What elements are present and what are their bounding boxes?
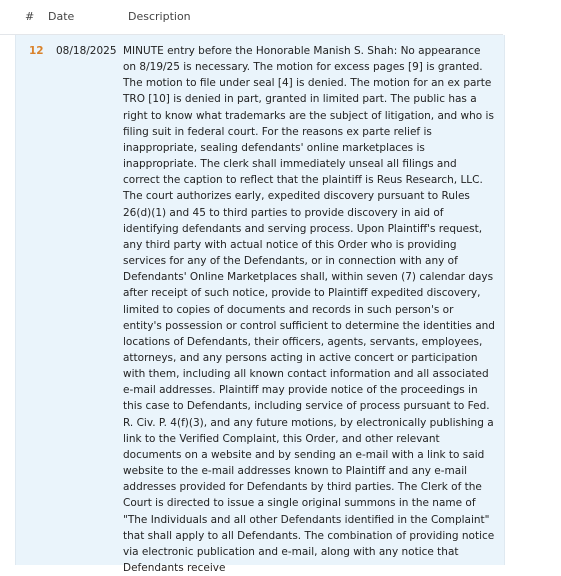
entry-date: 08/18/2025 — [56, 45, 117, 57]
column-header-description[interactable]: Description — [128, 10, 191, 23]
column-header-number[interactable]: # — [25, 10, 35, 23]
column-header-date[interactable]: Date — [48, 10, 75, 23]
table-header — [0, 0, 503, 35]
table-row — [15, 35, 505, 574]
entry-number: 12 — [29, 45, 44, 57]
entry-description: MINUTE entry before the Honorable Manish S. Shah: No appearance on 8/19/25 is necessary. The motion for excess pages [9] is granted. The motion to file under seal [4] is denied. The motion for an ex parte TRO [10] is denied in part, granted in limited part. The public has a right to know what trademarks are the subject of litigation, and who is filing suit in federal court. For the reasons ex parte relief is inappropriate, sealing defendants' online marketplaces is inappropriate. The clerk shall immediately unseal all filings and correct the caption to reflect that the plaintiff is Reus Research, LLC. The court authorizes early, expedited discovery pursuant to Rules 26(d)(1) and 45 to third parties to provide discovery in aid of identifying defendants and serving process. Upon Plaintiff's request, any third party with actual notice of this Order who is providing services for any of the Defendants, or in connection with any of Defendants' Online Marketplaces shall, within seven (7) calendar days after receipt of such notice, provide to Plaintiff expedited discovery, limited to copies of documents and records in such person's or entity's possession or control sufficient to determine the identities and locations of Defendants, their officers, agents, servants, employees, attorneys, and any persons acting in active concert or participation with them, including all known contact information and all associated e-mail addresses. Plaintiff may provide notice of the proceedings in this case to Defendants, including service of process pursuant to Fed. R. Civ. P. 4(f)(3), and any future motions, by electronically publishing a link to the Verified Complaint, this Order, and other relevant documents on a website and by sending an e-mail with a link to said website to the e-mail addresses known to Plaintiff and any e-mail addresses provided for Defendants by third parties. The Clerk of the Court is directed to issue a single original summons in the name of "The Individuals and all other Defendants identified in the Complaint" that shall apply to all Defendants. The combination of providing notice via electronic publication and e-mail, along with any notice that Defendants receive — [123, 45, 495, 574]
